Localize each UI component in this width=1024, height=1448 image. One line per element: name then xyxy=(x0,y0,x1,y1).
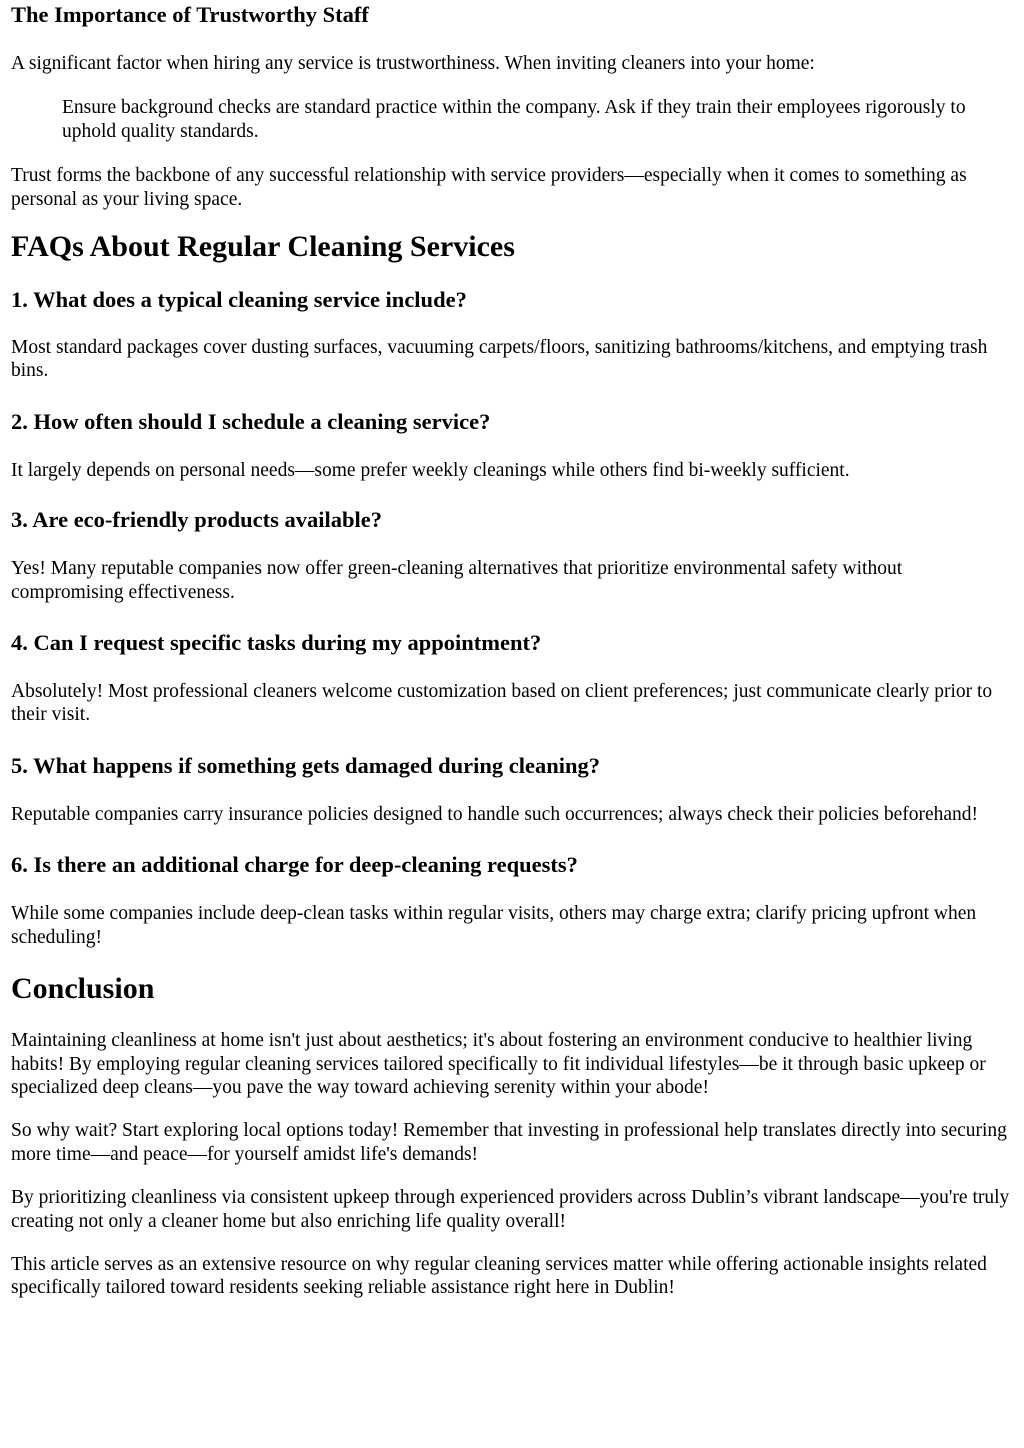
article-page xyxy=(0,2,1024,1300)
conclusion-paragraph: By prioritizing cleanliness via consistent upkeep through experienced providers across Dublin’s vibrant landscape—you're truly creating not only a cleaner home but also enriching life quality overall! xyxy=(11,1187,1010,1232)
faq-question: 3. Are eco-friendly products available? xyxy=(11,507,383,533)
trust-intro-paragraph: A significant factor when hiring any service is trustworthiness. When inviting cleaners into your home: xyxy=(11,53,815,74)
faq-answer: Yes! Many reputable companies now offer green-cleaning alternatives that prioritize environmental safety without compromising effectiveness. xyxy=(11,558,903,603)
faq-question: 5. What happens if something gets damaged during cleaning? xyxy=(11,752,601,778)
conclusion-paragraph: Maintaining cleanliness at home isn't just about aesthetics; it's about fostering an environment conducive to healthier living habits! By employing regular cleaning services tailored specifically to fit individual lifestyles—be it through basic upkeep or specialized deep cleans—you pave the way toward achieving serenity within your abode! xyxy=(11,1030,986,1098)
faq-question: 6. Is there an additional charge for deep-cleaning requests? xyxy=(11,852,578,878)
faq-question: 4. Can I request specific tasks during my appointment? xyxy=(11,630,542,656)
trust-section-title: The Importance of Trustworthy Staff xyxy=(11,2,369,27)
conclusion-paragraph: This article serves as an extensive resource on why regular cleaning services matter while offering actionable insights related specifically tailored toward residents seeking reliable assistance right here in Dublin! xyxy=(11,1253,987,1299)
faq-answer: Absolutely! Most professional cleaners welcome customization based on client preferences; just communicate clearly prior to their visit. xyxy=(11,681,993,726)
trust-closing-paragraph: Trust forms the backbone of any successful relationship with service providers—especially when it comes to something as personal as your living space. xyxy=(11,165,967,210)
faq-question: 1. What does a typical cleaning service include? xyxy=(11,287,467,313)
faq-answer: It largely depends on personal needs—some prefer weekly cleanings while others find bi-weekly sufficient. xyxy=(11,459,850,481)
faq-answer: While some companies include deep-clean tasks within regular visits, others may charge extra; clarify pricing upfront when scheduling! xyxy=(11,903,977,948)
trust-blockquote: Ensure background checks are standard practice within the company. Ask if they train their employees rigorously to uphold quality standards. xyxy=(62,97,966,142)
conclusion-section-title: Conclusion xyxy=(11,972,155,1006)
faq-answer: Most standard packages cover dusting surfaces, vacuuming carpets/floors, sanitizing bathrooms/kitchens, and emptying trash bins. xyxy=(11,337,988,382)
faq-section-title: FAQs About Regular Cleaning Services xyxy=(11,230,515,264)
conclusion-paragraph: So why wait? Start exploring local options today! Remember that investing in professional help translates directly into securing more time—and peace—for yourself amidst life's demands! xyxy=(11,1120,1007,1165)
faq-question: 2. How often should I schedule a cleaning service? xyxy=(11,408,491,434)
faq-answer: Reputable companies carry insurance policies designed to handle such occurrences; always check their policies beforehand! xyxy=(11,803,979,825)
